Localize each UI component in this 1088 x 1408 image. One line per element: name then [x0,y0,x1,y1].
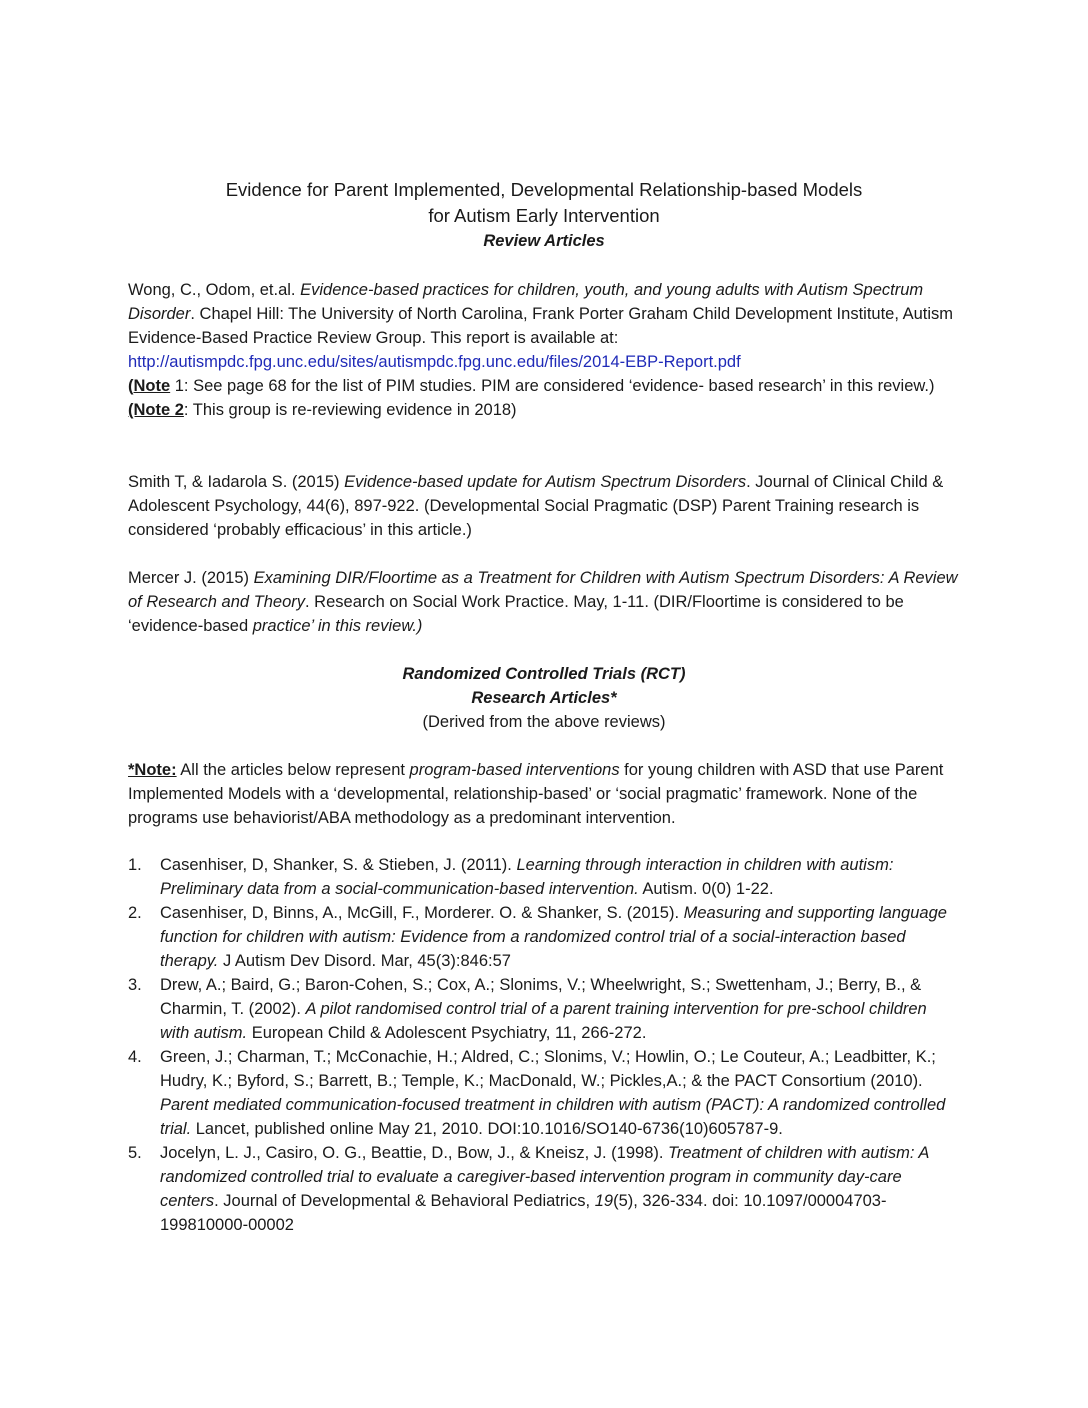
reference-item [128,973,958,1045]
note-text-b: for young children with ASD that use Parent Implemented Models with a ‘developmental, relationship-based’ or ‘social pragmatic’ framework. None of the programs use behaviorist/ABA methodology as a predominant intervention. [128,761,944,827]
review-details: . Journal of Clinical Child & Adolescent Psychology, 44(6), 897-922. (Developmental Social Pragmatic (DSP) Parent Training research is considered ‘probably efficacious’ in this article.) [128,473,944,539]
reference-number: 2. [128,904,142,922]
reference-details: Lancet, published online May 21, 2010. DOI:10.1016/SO140-6736(10)605787-9. [191,1120,783,1138]
note-1-label: Note [133,377,171,395]
reference-number: 4. [128,1048,142,1066]
review-title: Evidence-based practices for children, youth, and young adults with Autism Spectrum Disorder [128,281,924,323]
reference-item [128,1141,958,1237]
reference-details-end: (5), 326-334. doi: 10.1097/00004703-199810000-00002 [160,1192,887,1234]
document-title-line-2: for Autism Early Intervention [428,205,660,226]
reference-authors: Jocelyn, L. J., Casiro, O. G., Beattie, D., Bow, J., & Kneisz, J. (1998). [160,1144,669,1162]
reference-item [128,1045,958,1141]
note-label: *Note: [128,761,177,779]
note-2-text: : This group is re-reviewing evidence in 2018) [183,401,517,419]
program-note [128,758,958,830]
research-articles-heading: Research Articles* [471,689,617,707]
reference-item [128,901,958,973]
review-article-wong [128,278,958,422]
reference-details: Autism. 0(0) 1-22. [638,880,774,898]
reference-authors: Drew, A.; Baird, G.; Baron-Cohen, S.; Cox, A.; Slonims, V.; Wheelwright, S.; Swettenham, J.; Berry, B., & Charmin, T. (2002). [160,976,922,1018]
reference-details: European Child & Adolescent Psychiatry, 11, 266-272. [247,1024,647,1042]
rct-heading: Randomized Controlled Trials (RCT) [402,665,686,683]
reference-number: 1. [128,856,142,874]
review-authors: Wong, C., Odom, et.al. [128,281,301,299]
reference-list [128,853,958,1237]
reference-item [128,853,958,901]
reference-title: Treatment of children with autism: A randomized controlled trial to evaluate a caregiver-based intervention program in community day-care centers [160,1144,929,1210]
reference-title: Measuring and supporting language function for children with autism: Evidence from a randomized control trial of a social-interaction based therapy. [160,904,947,970]
review-title: Examining DIR/Floortime as a Treatment for Children with Autism Spectrum Disorders: A Review of Research and Theory [128,569,958,611]
reference-title: A pilot randomised control trial of a parent training intervention for pre-school children with autism. [160,1000,927,1042]
reference-authors: Casenhiser, D, Shanker, S. & Stieben, J. (2011). [160,856,517,874]
reference-authors: Casenhiser, D, Binns, A., McGill, F., Morderer. O. & Shanker, S. (2015). [160,904,684,922]
note-2-label: (Note 2 [128,401,184,419]
document-title-line-1: Evidence for Parent Implemented, Developmental Relationship-based Models [225,179,863,200]
derived-note: (Derived from the above reviews) [422,713,666,731]
review-details-italic: practice’ in this review.) [252,617,423,635]
review-article-mercer [128,566,958,638]
reference-authors: Green, J.; Charman, T.; McConachie, H.; Aldred, C.; Slonims, V.; Howlin, O.; Le Couteur, A.; Leadbitter, K.; Hudry, K.; Byford, S.; Barrett, B.; Temple, K.; MacDonald, W.; Pickles,A.; & the PACT Consortium (2010). [160,1048,936,1090]
reference-title: Learning through interaction in children with autism: Preliminary data from a social-communication-based intervention. [160,856,894,898]
review-article-smith [128,470,958,542]
reference-number: 5. [128,1144,142,1162]
reference-details: . Journal of Developmental & Behavioral Pediatrics, [214,1192,595,1210]
note-1-open-paren: ( [128,377,134,395]
review-authors: Smith T, & Iadarola S. (2015) [128,473,345,491]
note-1-text: 1: See page 68 for the list of PIM studies. PIM are considered ‘evidence- based research’ in this review.) [170,377,935,395]
reference-title: Parent mediated communication-focused treatment in children with autism (PACT): A randomized controlled trial. [160,1096,946,1138]
review-authors: Mercer J. (2015) [128,569,254,587]
reference-number: 3. [128,976,142,994]
report-url-link[interactable]: http://autismpdc.fpg.unc.edu/sites/autismpdc.fpg.unc.edu/files/2014-EBP-Report.pdf [128,353,741,371]
note-text-a: All the articles below represent [176,761,410,779]
section-subtitle-review-articles: Review Articles [483,232,605,250]
review-details: . Research on Social Work Practice. May, 1-11. (DIR/Floortime is considered to be ‘evidence-based [128,593,904,635]
review-title: Evidence-based update for Autism Spectrum Disorders [344,473,747,491]
review-details: . Chapel Hill: The University of North Carolina, Frank Porter Graham Child Development Institute, Autism Evidence-Based Practice Review Group. This report is available at: [128,305,954,347]
reference-details: J Autism Dev Disord. Mar, 45(3):846:57 [218,952,511,970]
reference-volume: 19 [594,1192,614,1210]
note-text-italic: program-based interventions [409,761,620,779]
